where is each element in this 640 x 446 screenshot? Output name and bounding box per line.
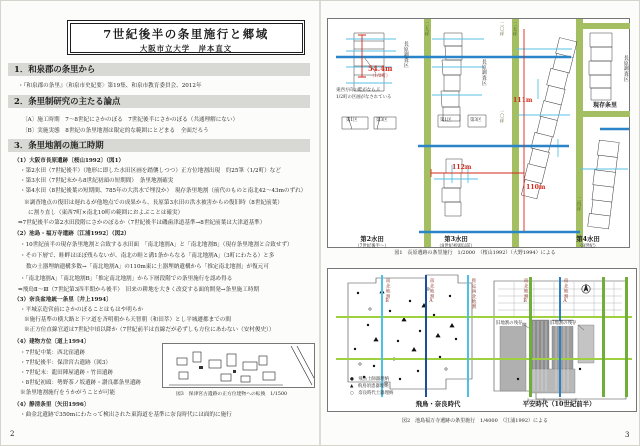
section2-header: 2．条里制研究の主たる論点 [8,95,310,108]
survey-area-label: 長原調査区 [480,59,487,86]
group1-item: ・第3水田（7世紀末から8世紀初頭の短期間） 条里地割確実 [20,178,174,184]
survey-area-label: 長原調査区 [622,55,629,82]
figure3-map [162,343,315,388]
section3-header: 3．条里地割の施工時期 [8,139,310,152]
title-box-inner [70,23,303,53]
jori-green-line [625,277,628,397]
legend-item: ▲ 飛鳥須恵器埋納 [350,384,389,389]
group2-item-cont: 数の土器埋納遺構多数→「南北地割A」の110m東に土器埋納遺構から「推定南北地割」が復元可 [26,264,269,270]
land-division-line-a [425,275,427,397]
legend-item: ● 飛鳥土師器埋納 [350,377,389,382]
sub-area-label: 第1区 [346,118,358,123]
group3-head: （3）奈良盆地統一条里〔井上1994〕 [14,297,112,303]
section2-point-b: 〔B〕実施実態 8世紀の条里地割は限定的な範囲にとどまる 全面だろう [22,128,209,134]
measure-54-sub: （1/2町） [370,74,391,79]
line-label: 南北地割B [522,278,528,305]
tsubo-label: 二〇坪 [499,22,505,37]
sub-area-label: 第3区 [376,118,388,123]
group2-conclusion: ⇒飛鳥Ⅱ～Ⅲ（7世紀第3四半期から後半） 旧来の耕地を大きく改変する面的開発→条里施工時期 [18,287,260,293]
measure-110: 110m [526,184,546,191]
north-arrow-icon [582,284,590,294]
group5-head: （4）静清条里〔矢田1996〕 [14,402,90,408]
measure-111: 111m [513,97,533,104]
page-fold [319,0,321,446]
residual-division-label: 旧地割の残存 [496,321,523,326]
tsubo-label: 一〇坪 [499,109,505,124]
group3-item: ・平城京造営前にさかのぼることはもはや明らか [20,307,144,313]
tsubo-label: 二九坪 [424,22,430,37]
fig3-building-sketch [163,344,314,387]
group4-item: ・8世紀初頭：勢野茶ノ坂遺跡・讃良郡条里遺跡 [20,380,142,386]
sub-area-label: 第3区 [470,118,482,123]
figure1-caption: 図1 長原遺跡の条里施行 1/2000 （桜山1992）（大野1994）による [394,250,556,256]
group4-item: ・7世紀中葉：西北窪遺跡 [20,350,86,356]
section2-point-a: 〔A〕施工時期 7～8世紀にさかのぼる 7世紀後半にさかのぼる（共通理解にない） [22,117,239,123]
fig2-field-sketch [328,269,636,411]
land-division-line-est [467,275,469,397]
group4-head: （4）建物方位〔道上1994〕 [14,339,90,345]
figure3-caption: 図3 保津宮古遺跡の正方位建物への転換 1/1500 [176,392,288,397]
figure1-map [327,18,630,248]
jori-green-line [529,277,532,397]
section1-header: 1．和泉郡の条里から [8,63,310,76]
fig1-field-sketch [328,19,629,247]
section1-line: ・『和泉郡の条里』〈和泉市史紀要〉第19集、和泉市教育委員会、2012年 [18,83,202,89]
group1-note-cont: に割り直し（東西7町×南北10町の範囲におよぶことは確実） [28,210,184,216]
line-label: 南北地割A [562,278,568,305]
paddy-panel-label: 第2水田 [360,235,384,243]
title-box [67,20,305,55]
group1-head: （1）大阪市長原遺跡〔桜山1992〕（図1） [14,158,125,164]
survey-area-label: 長原調査区 [402,41,409,68]
group1-item: ・第2水田（7世紀後半）（地形に即した水田区画を踏襲しつつ）正方位地割出現 約25筆（1/2町）など [20,168,281,174]
group1-note: ※調査地点の復旧は遅れるが他地点での成果から、長原第3水田の洪水被害からの復旧時（8世紀前葉） [24,200,283,206]
paddy-panel-label: 第4水田 [576,235,600,243]
figure2-map [327,268,637,412]
group2-item: ・その下層で、畦畔はほぼ残らないが、南北の畦と溝1条からなる「南北地割A」（3町にわたる）と多 [20,253,275,259]
paddy-panel-sub: （8世紀） [577,244,599,249]
group2-item: ・10世紀前半の現存条里地割と合致する水田面 「南北地割A」と「南北地割B」（現存条里地割と合致せず） [20,242,293,248]
group5-item: ・曲金北遺跡で350mにわたって検出された東海道を基準に奈良時代には面的に施行 [20,412,232,418]
group3-note: ※正方位直線官道は7世紀中頃以降か（7世紀前半は直線だが必ずしも方位にあわない（安村俊史）） [24,327,275,333]
line-label: 推定南北地割 [470,278,476,310]
sub-area-label: 第1区 [440,118,452,123]
line-label: 南北地割B [384,278,390,305]
land-division-line-a-right [559,277,561,397]
figure2-caption: 図2 池島福万寺遺跡の条里施行 1/4000 （江浦1992）による [402,418,548,424]
residual-division-label: 旧地割の残存 [550,321,577,326]
group4-item: ・7世紀後半：保津宮古遺跡（図3） [20,360,112,366]
genzon-jori-label: 現存条里 [592,102,617,109]
group3-note: ※施行基準の横大路と下ツ道を斉明朝から天智朝（和田萃）とし平城遷都までの間 [24,317,231,323]
period-label-left: 飛鳥・奈良時代 [415,400,461,408]
page-subtitle: 大阪市立大学 岸本直文 [139,43,233,53]
jori-green-line [602,277,605,397]
measure-54: 54.4m [368,64,393,73]
legend-item: ○ 奈良時代土器埋納 [350,391,394,396]
group2-item: ・「南北地割A」「南北地割B」「推定南北地割」から下層段階での条里施行を認め得る [20,276,233,282]
group2-head: （2）池島・福万寺遺跡〔江浦1992〕（図2） [14,231,130,237]
right-page [320,0,640,446]
page-number-left: 2 [10,430,15,438]
page-title: 7世紀後半の条里施行と郷域 [103,26,269,41]
group1-item: ・第4水田（8世紀後葉の短期間、785年の大洪水で埋没か） 現存条里地割（前代のものと南北42～43mのずれ） [20,188,307,194]
fig1-note-line2: 1/2町の区画がなされている [336,95,392,100]
tsubo-label: 二四坪 [576,197,582,212]
fig1-note-line1: 東西方向の畦がならぶ [336,88,380,93]
tsubo-label: 二五坪 [512,22,518,37]
group4-note: ※条里地割施行をうかがうことが可能 [20,390,116,396]
line-label: 南北地割A [428,278,434,305]
paddy-panel-sub: （8世紀初頭以前） [437,244,475,249]
paddy-panel-sub: （7世紀後半～） [355,244,389,249]
page-number-right: 3 [625,431,630,439]
measure-112: 112m [452,164,472,171]
paddy-panel-label: 第3水田 [444,235,468,243]
group1-conclusion: ⇒7世紀後半の第2水田段階にさかのぼるか（7世紀後半は磯歯津道基準→8世紀前葉は大津道基準） [18,220,266,226]
group4-item: ・7世紀末：龍田陣屋遺跡・竹田遺跡 [20,370,114,376]
period-label-right: 平安時代（10世紀前半） [522,400,596,408]
